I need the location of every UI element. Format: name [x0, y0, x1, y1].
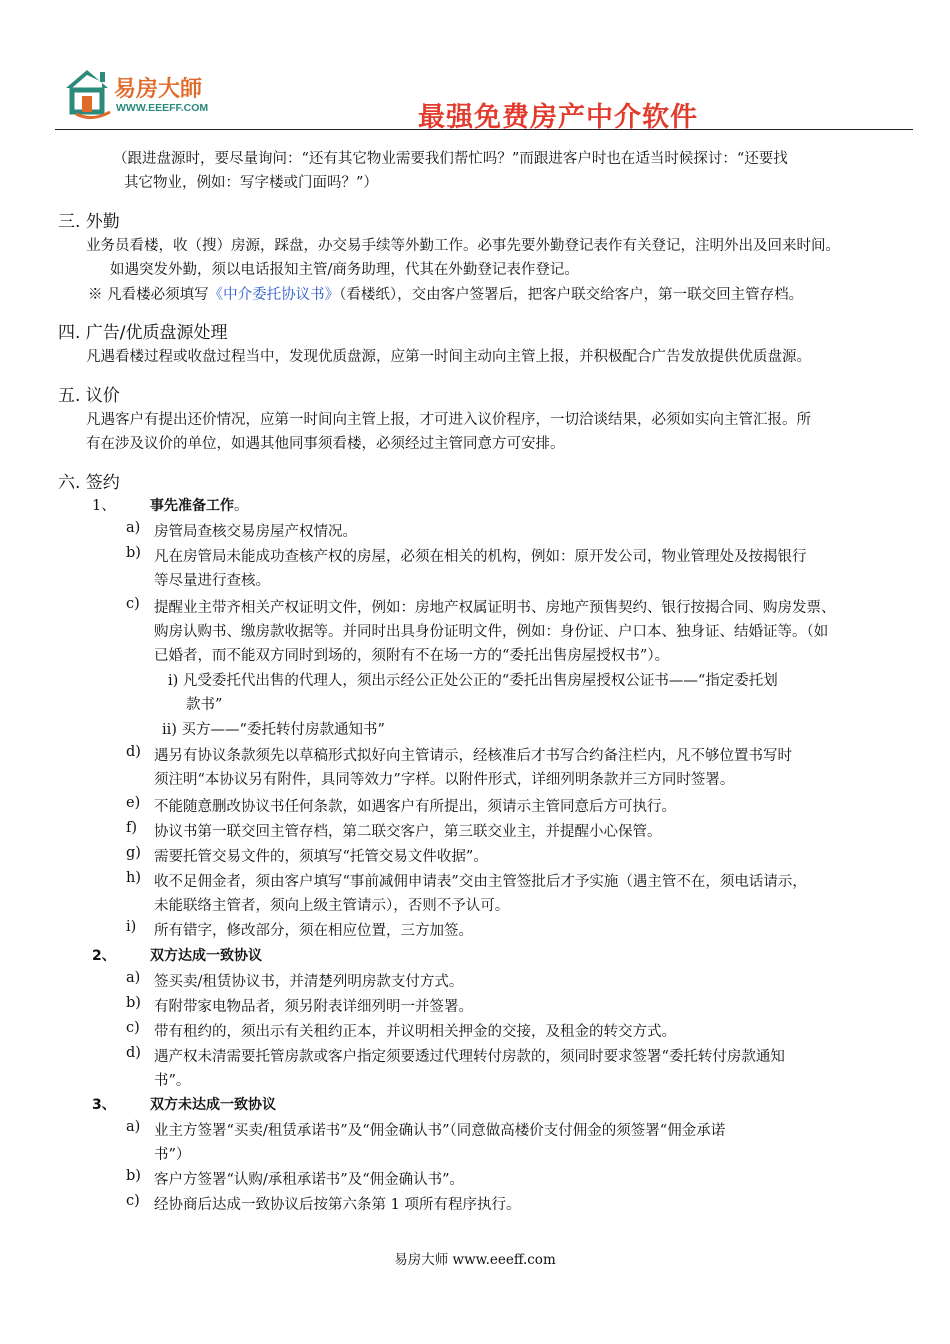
list-marker: i): [126, 919, 137, 935]
sub-heading-suffix: 。: [234, 498, 249, 514]
list-item: 所有错字，修改部分，须在相应位置，三方加签。: [154, 923, 473, 939]
list-item: 书”。: [154, 1073, 191, 1089]
slogan: 最强免费房产中介软件: [418, 102, 698, 133]
logo: [62, 66, 242, 126]
list-item: 房管局查核交易房屋产权情况。: [154, 524, 357, 540]
agreement-link[interactable]: 《中介委托协议书》: [208, 287, 340, 303]
section-title: 三. 外勤: [58, 212, 120, 232]
page-footer: 易房大师 www.eeeff.com: [394, 1252, 556, 1268]
list-item: 需要托管交易文件的，须填写“托管交易文件收据”。: [154, 849, 488, 865]
sub-heading-text: 事先准备工作: [150, 498, 234, 514]
list-item: 经协商后达成一致协议后按第六条第 1 项所有程序执行。: [154, 1197, 521, 1213]
list-item: 协议书第一联交回主管存档，第二联交客户，第三联交业主，并提醒小心保管。: [154, 824, 662, 840]
list-marker: c): [126, 1193, 140, 1209]
sub-number: 3、: [92, 1097, 116, 1113]
intro-line: （跟进盘源时，要尽量询问：“还有其它物业需要我们帮忙吗？”而跟进客户时也在适当时候探讨：“还要找: [113, 151, 788, 167]
list-item: 提醒业主带齐相关产权证明文件，例如：房地产权属证明书、房地产预售契约、银行按揭合同、购房发票、: [154, 600, 836, 616]
list-marker: b): [126, 995, 141, 1011]
list-item: 有附带家电物品者，须另附表详细列明一并签署。: [154, 999, 473, 1015]
logo-url: WWW.EEEFF.COM: [116, 102, 209, 114]
list-item: 业主方签署“买卖/租赁承诺书”及“佣金确认书”（同意做高楼价支付佣金的须签署“佣金承诺: [154, 1123, 726, 1139]
list-item: 购房认购书、缴房款收据等。并同时出具身份证明文件，例如：身份证、户口本、独身证、结婚证等。（如: [154, 624, 829, 640]
list-marker: a): [126, 970, 141, 986]
list-item: 签买卖/租赁协议书，并清楚列明房款支付方式。: [154, 974, 464, 990]
paragraph-line: 凡遇看楼过程或收盘过程当中，发现优质盘源，应第一时间主动向主管上报，并积极配合广告发放提供优质盘源。: [86, 349, 811, 365]
intro-line: 其它物业，例如：写字楼或门面吗？”）: [124, 175, 378, 191]
paragraph-line: 如遇突发外勤，须以电话报知主管/商务助理，代其在外勤登记表作登记。: [110, 262, 579, 278]
list-item: 等尽量进行查核。: [154, 573, 270, 589]
list-item: 带有租约的，须出示有关租约正本，并议明相关押金的交接，及租金的转交方式。: [154, 1024, 676, 1040]
list-item: 客户方签署“认购/承租承诺书”及“佣金确认书”。: [154, 1172, 465, 1188]
list-marker: b): [126, 1168, 141, 1184]
paragraph-line: 有在涉及议价的单位，如遇其他同事须看楼，必须经过主管同意方可安排。: [86, 436, 565, 452]
list-item: 凡在房管局未能成功查核产权的房屋，必须在相关的机构，例如：原开发公司，物业管理处及按揭银行: [154, 549, 807, 565]
list-marker: c): [126, 1020, 140, 1036]
sub-list-item: 款书”: [186, 697, 223, 713]
list-item: 遇产权未清需要托管房款或客户指定须要透过代理转付房款的，须同时要求签署“委托转付房款通知: [154, 1049, 785, 1065]
note-line: [88, 283, 803, 304]
list-marker: c): [126, 596, 140, 612]
list-marker: e): [126, 795, 141, 811]
list-marker: d): [126, 744, 141, 760]
list-marker: g): [126, 845, 141, 861]
section-title: 五. 议价: [58, 386, 120, 406]
list-item: 收不足佣金者，须由客户填写“事前减佣申请表”交由主管签批后才予实施（遇主管不在，须电话请示，: [154, 874, 807, 890]
list-item: 书”）: [154, 1147, 191, 1163]
list-item: 未能联络主管者，须向上级主管请示），否则不予认可。: [154, 898, 510, 914]
list-marker: h): [126, 870, 141, 886]
list-item: 不能随意删改协议书任何条款，如遇客户有所提出，须请示主管同意后方可执行。: [154, 799, 676, 815]
sub-number: 2、: [92, 948, 116, 964]
list-marker: f): [126, 820, 138, 836]
paragraph-line: 业务员看楼，收（搜）房源，踩盘，办交易手续等外勤工作。必事先要外勤登记表作有关登记，注明外出及回来时间。: [86, 238, 840, 254]
note-prefix: ※ 凡看楼必须填写: [88, 287, 209, 303]
header-divider: [55, 129, 913, 130]
section-title: 六. 签约: [58, 473, 120, 493]
sub-heading-text: 双方达成一致协议: [150, 948, 262, 964]
section-title: 四. 广告/优质盘源处理: [58, 323, 228, 343]
list-marker: d): [126, 1045, 141, 1061]
list-marker: a): [126, 520, 141, 536]
paragraph-line: 凡遇客户有提出还价情况，应第一时间向主管上报，才可进入议价程序，一切洽谈结果，必须如实向主管汇报。所: [86, 412, 811, 428]
list-marker: b): [126, 545, 141, 561]
sub-heading: [150, 494, 249, 515]
list-item: 须注明“本协议另有附件，具同等效力”字样。以附件形式，详细列明条款并三方同时签署。: [154, 772, 735, 788]
sub-number: 1、: [92, 498, 116, 514]
list-item: 遇另有协议条款须先以草稿形式拟好向主管请示，经核准后才书写合约备注栏内，凡不够位置书写时: [154, 748, 792, 764]
sub-list-item: i) 凡受委托代出售的代理人，须出示经公正处公正的“委托出售房屋授权公证书——“指定委托划: [168, 673, 778, 689]
list-marker: a): [126, 1119, 141, 1135]
note-suffix: （看楼纸），交由客户签署后，把客户联交给客户，第一联交回主管存档。: [339, 287, 804, 303]
sub-heading-text: 双方未达成一致协议: [150, 1097, 276, 1113]
logo-text: 易房大師: [114, 77, 203, 102]
sub-list-item: ii) 买方——“委托转付房款通知书”: [162, 722, 385, 738]
list-item: 已婚者，而不能双方同时到场的，须附有不在场一方的“委托出售房屋授权书”）。: [154, 648, 670, 664]
